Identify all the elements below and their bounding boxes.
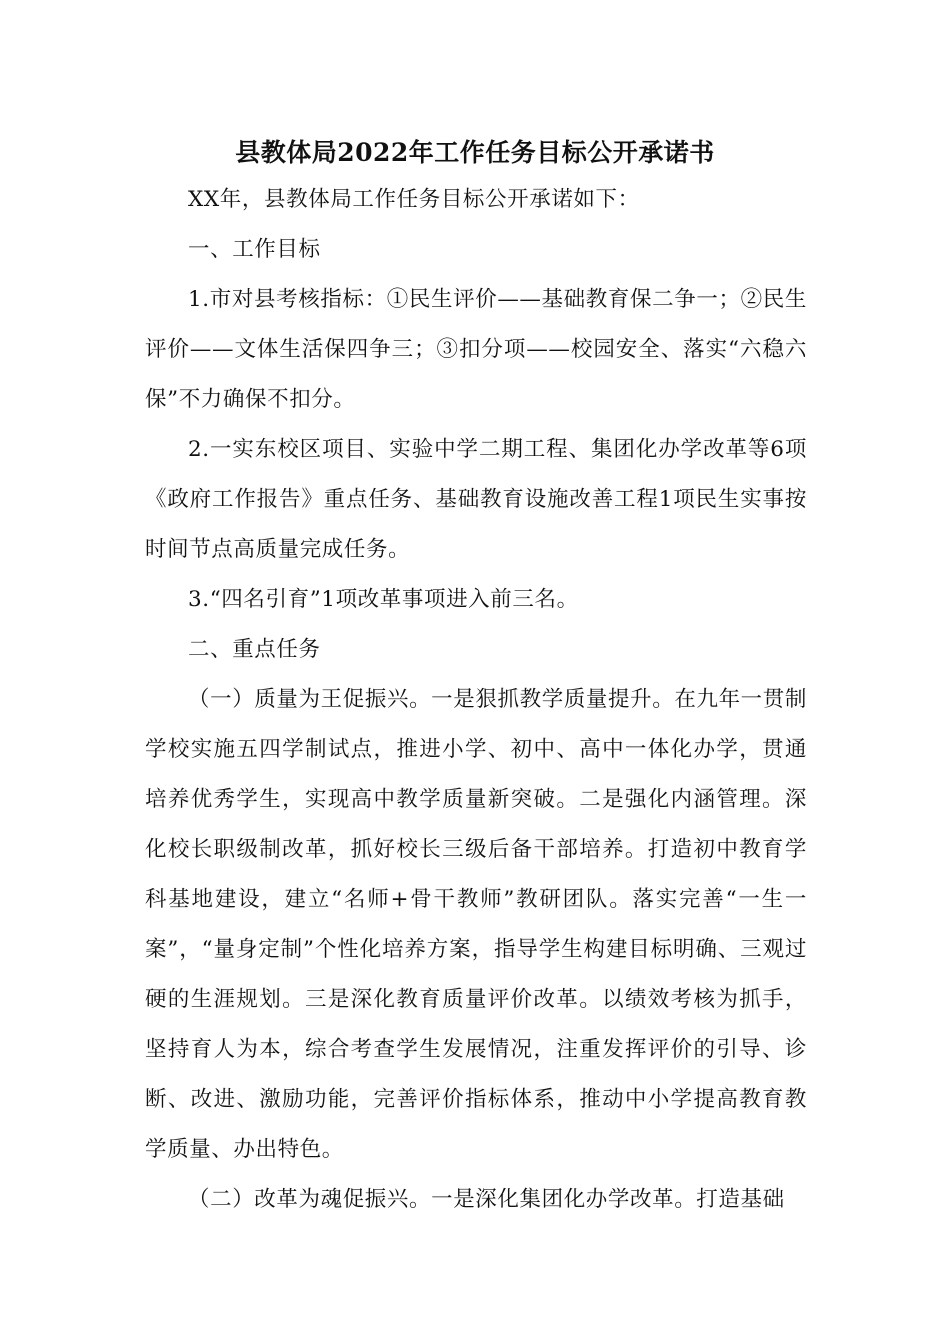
intro-paragraph: XX年，县教体局工作任务目标公开承诺如下： [188, 187, 640, 212]
document-title: 县教体局2022年工作任务目标公开承诺书 [235, 138, 715, 167]
task-paragraph-1: （一）质量为王促振兴。一是狠抓教学质量提升。在九年一贯制学校实施五四学制试点，推进小学、初中、高中一体化办学，贯通培养优秀学生，实现高中教学质量新突破。二是强化内涵管理。深化校长职级制改革，抓好校长三级后备干部培养。打造初中教育学科基地建设，建立“名师+骨干教师”教研团队。落实完善“一生一案”，“量身定制”个性化培养方案，指导学生构建目标明确、三观过硬的生涯规划。三是深化教育质量评价改革。以绩效考核为抓手，坚持育人为本，综合考查学生发展情况，注重发挥评价的引导、诊断、改进、激励功能，完善评价指标体系，推动中小学提高教育教学质量、办出特色。 [145, 687, 807, 1162]
goal-item-3: 3.“四名引育”1项改革事项进入前三名。 [188, 587, 579, 612]
task-paragraph-2: （二）改革为魂促振兴。一是深化集团化办学改革。打造基础 [188, 1187, 785, 1212]
goal-item-1: 1.市对县考核指标：①民生评价——基础教育保二争一；②民生评价——文体生活保四争三；③扣分项——校园安全、落实“六稳六保”不力确保不扣分。 [145, 287, 807, 412]
document-body [145, 175, 807, 1225]
goal-item-2: 2.一实东校区项目、实验中学二期工程、集团化办学改革等6项《政府工作报告》重点任务、基础教育设施改善工程1项民生实事按时间节点高质量完成任务。 [145, 437, 807, 562]
section-heading-tasks: 二、重点任务 [188, 637, 321, 662]
section-heading-goals: 一、工作目标 [188, 237, 321, 262]
